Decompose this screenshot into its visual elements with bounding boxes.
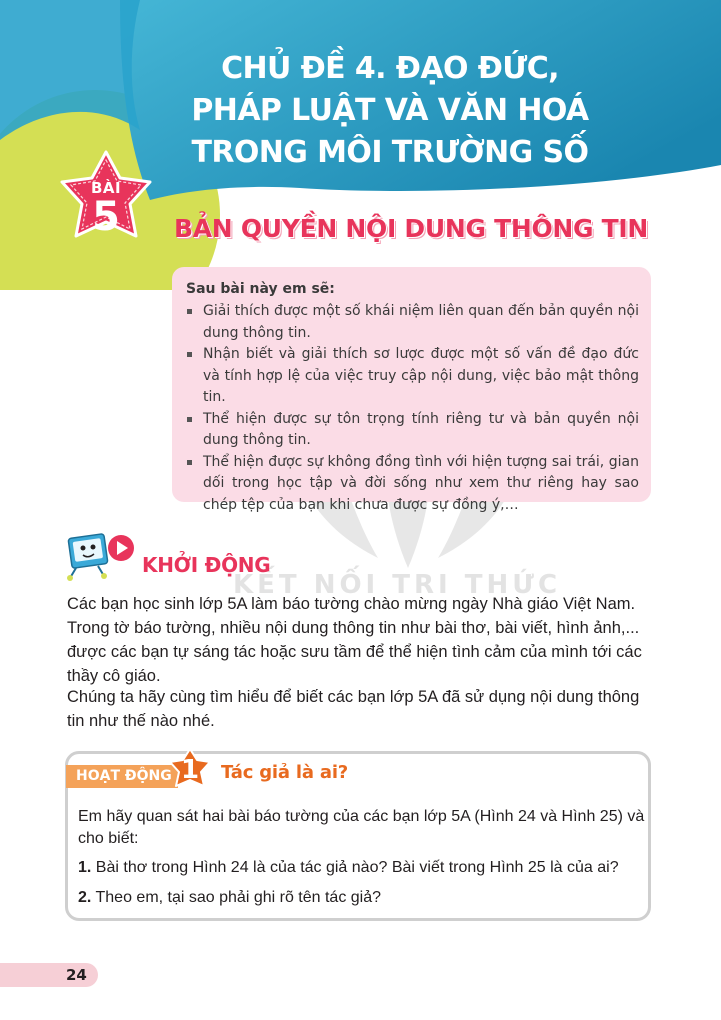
lesson-title: BẢN QUYỀN NỘI DUNG THÔNG TIN — [174, 214, 649, 243]
question-number: 2. — [78, 889, 92, 906]
activity-number: 1 — [180, 755, 200, 785]
objective-item: Thể hiện được sự tôn trọng tính riêng tư và bản quyền nội dung thông tin. — [186, 409, 639, 452]
activity-question-2 — [78, 887, 648, 909]
question-number: 1. — [78, 859, 92, 876]
warmup-title: KHỞI ĐỘNG — [142, 553, 271, 577]
activity-intro: Em hãy quan sát hai bài báo tường của các bạn lớp 5A (Hình 24 và Hình 25) và cho biết: — [78, 808, 645, 847]
computer-mascot-icon — [64, 528, 138, 584]
topic-title — [160, 48, 620, 174]
objective-item: Nhận biết và giải thích sơ lược được một số vấn đề đạo đức và tính hợp lệ của việc truy cập nội dung, việc bảo mật thông tin. — [186, 344, 639, 409]
activity-question-1 — [78, 857, 648, 879]
objectives-intro: Sau bài này em sẽ: — [186, 281, 335, 297]
question-text: Bài thơ trong Hình 24 là của tác giả nào? Bài viết trong Hình 25 là của ai? — [95, 859, 619, 876]
warmup-paragraph-1: Các bạn học sinh lớp 5A làm báo tường chào mừng ngày Nhà giáo Việt Nam. Trong tờ báo tường, nhiều nội dung thông tin như bài thơ, bài viết, hình ảnh,... được các bạn tự sáng tác hoặc sưu tầm để thể hiện tình cảm của mình tới các thầy cô giáo. — [67, 595, 642, 685]
objective-item: Giải thích được một số khái niệm liên quan đến bản quyền nội dung thông tin. — [186, 301, 639, 344]
objectives-list — [186, 301, 639, 516]
objectives-box — [172, 267, 651, 513]
activity-label: HOẠT ĐỘNG — [66, 765, 178, 788]
watermark-text: KẾT NỐI TRI THỨC — [233, 570, 562, 600]
topic-line-2: PHÁP LUẬT VÀ VĂN HOÁ — [191, 93, 589, 128]
page-number: 24 — [66, 966, 87, 984]
topic-line-3: TRONG MÔI TRƯỜNG SỐ — [191, 135, 589, 170]
lesson-number: 5 — [92, 194, 120, 240]
objective-item: Thể hiện được sự không đồng tình với hiện tượng sai trái, gian dối trong học tập và đời sống như xem thư riêng hay sao chép tệp của bạn khi chưa được sự đồng ý,… — [186, 452, 639, 517]
activity-title: Tác giả là ai? — [221, 762, 349, 783]
warmup-paragraph-2: Chúng ta hãy cùng tìm hiểu để biết các bạn lớp 5A đã sử dụng nội dung thông tin như thế nào nhé. — [67, 688, 640, 730]
lesson-word: BÀI — [90, 179, 122, 197]
topic-line-1: CHỦ ĐỀ 4. ĐẠO ĐỨC, — [221, 51, 559, 86]
question-text: Theo em, tại sao phải ghi rõ tên tác giả? — [95, 889, 382, 906]
